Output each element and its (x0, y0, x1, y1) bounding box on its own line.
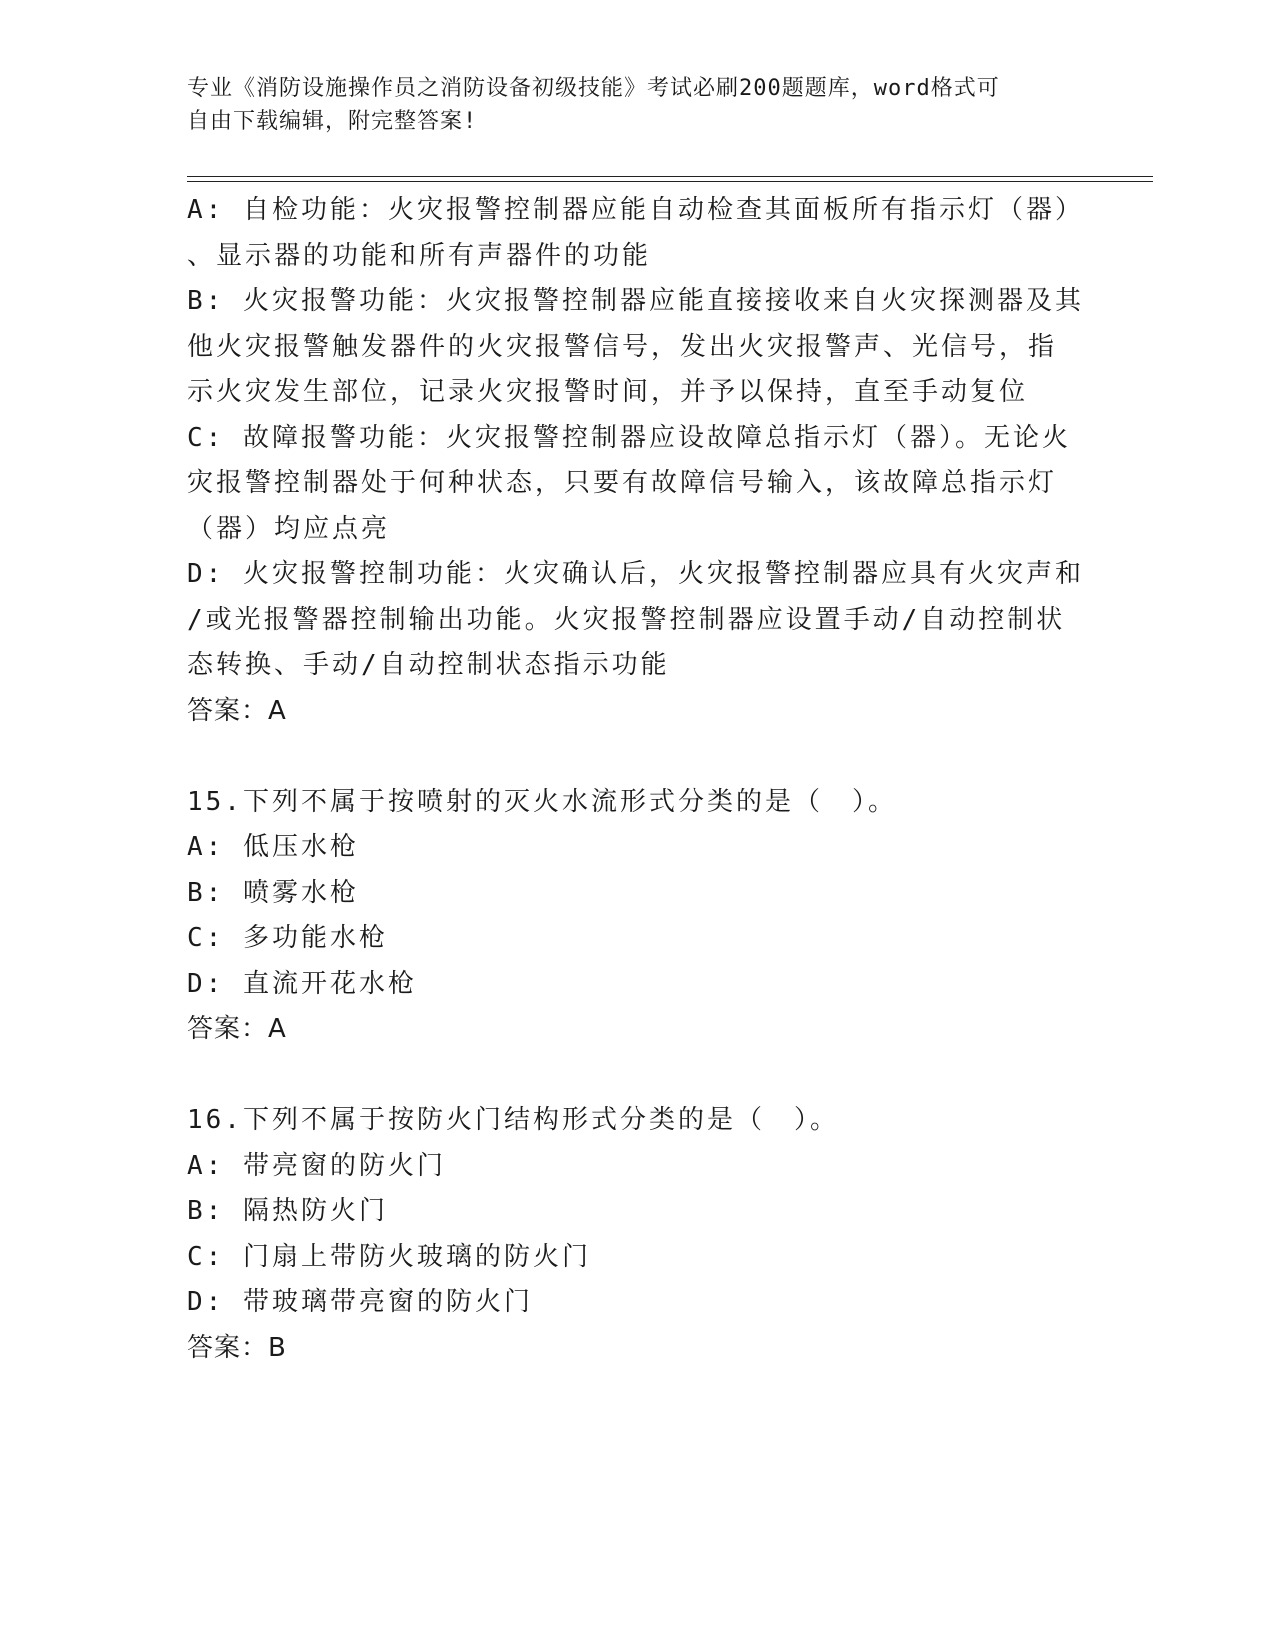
option-d: D: 直流开花水枪 (187, 968, 417, 999)
option-a: A: 带亮窗的防火门 (187, 1150, 446, 1181)
option-b: B: 隔热防火门 (187, 1196, 388, 1226)
option-line: 他火灾报警触发器件的火灾报警信号，发出火灾报警声、光信号，指 (187, 331, 1058, 362)
option-line: 灾报警控制器处于何种状态，只要有故障信号输入，该故障总指示灯 (187, 468, 1058, 498)
question-14-block (187, 188, 1087, 734)
option-a (187, 188, 1087, 279)
option-b (187, 279, 1087, 416)
answer-14: 答案：A (187, 695, 287, 726)
option-b: B: 喷雾水枪 (187, 877, 359, 908)
question-15-text: 15.下列不属于按喷射的灭火水流形式分类的是（ ）。 (187, 786, 897, 817)
option-line: /或光报警器控制输出功能。火灾报警控制器应设置手动/自动控制状 (187, 604, 1066, 635)
option-line: B: 火灾报警功能：火灾报警控制器应能直接接收来自火灾探测器及其 (187, 286, 1084, 316)
option-a: A: 低压水枪 (187, 832, 359, 862)
header-line-2: 自由下载编辑，附完整答案! (187, 109, 478, 134)
question-15-block (187, 780, 1087, 1053)
option-d (187, 552, 1087, 689)
document-body (187, 188, 1087, 1371)
option-line: A: 自检功能：火灾报警控制器应能自动检查其面板所有指示灯（器） (187, 195, 1084, 225)
document-header (187, 72, 1087, 138)
option-line: D: 火灾报警控制功能：火灾确认后，火灾报警控制器应具有火灾声和 (187, 559, 1084, 589)
option-line: 态转换、手动/自动控制状态指示功能 (187, 650, 670, 680)
question-16-text: 16.下列不属于按防火门结构形式分类的是（ ）。 (187, 1105, 839, 1135)
answer-15: 答案：A (187, 1014, 287, 1044)
option-line: 、显示器的功能和所有声器件的功能 (187, 240, 652, 271)
spacer (187, 734, 1087, 780)
option-c: C: 多功能水枪 (187, 923, 388, 953)
header-rule-top (187, 176, 1153, 177)
option-line: C: 故障报警功能：火灾报警控制器应设故障总指示灯（器）。无论火 (187, 422, 1071, 453)
option-c (187, 416, 1087, 553)
spacer (187, 1053, 1087, 1099)
option-line: 示火灾发生部位，记录火灾报警时间，并予以保持，直至手动复位 (187, 377, 1029, 407)
answer-16: 答案：B (187, 1332, 287, 1363)
option-d: D: 带玻璃带亮窗的防火门 (187, 1287, 533, 1317)
header-rule-bottom (187, 181, 1153, 182)
question-16-block (187, 1098, 1087, 1371)
option-c: C: 门扇上带防火玻璃的防火门 (187, 1241, 591, 1272)
option-line: （器）均应点亮 (187, 513, 391, 544)
header-line-1: 专业《消防设施操作员之消防设备初级技能》考试必刷200题题库，word格式可 (187, 76, 1000, 101)
